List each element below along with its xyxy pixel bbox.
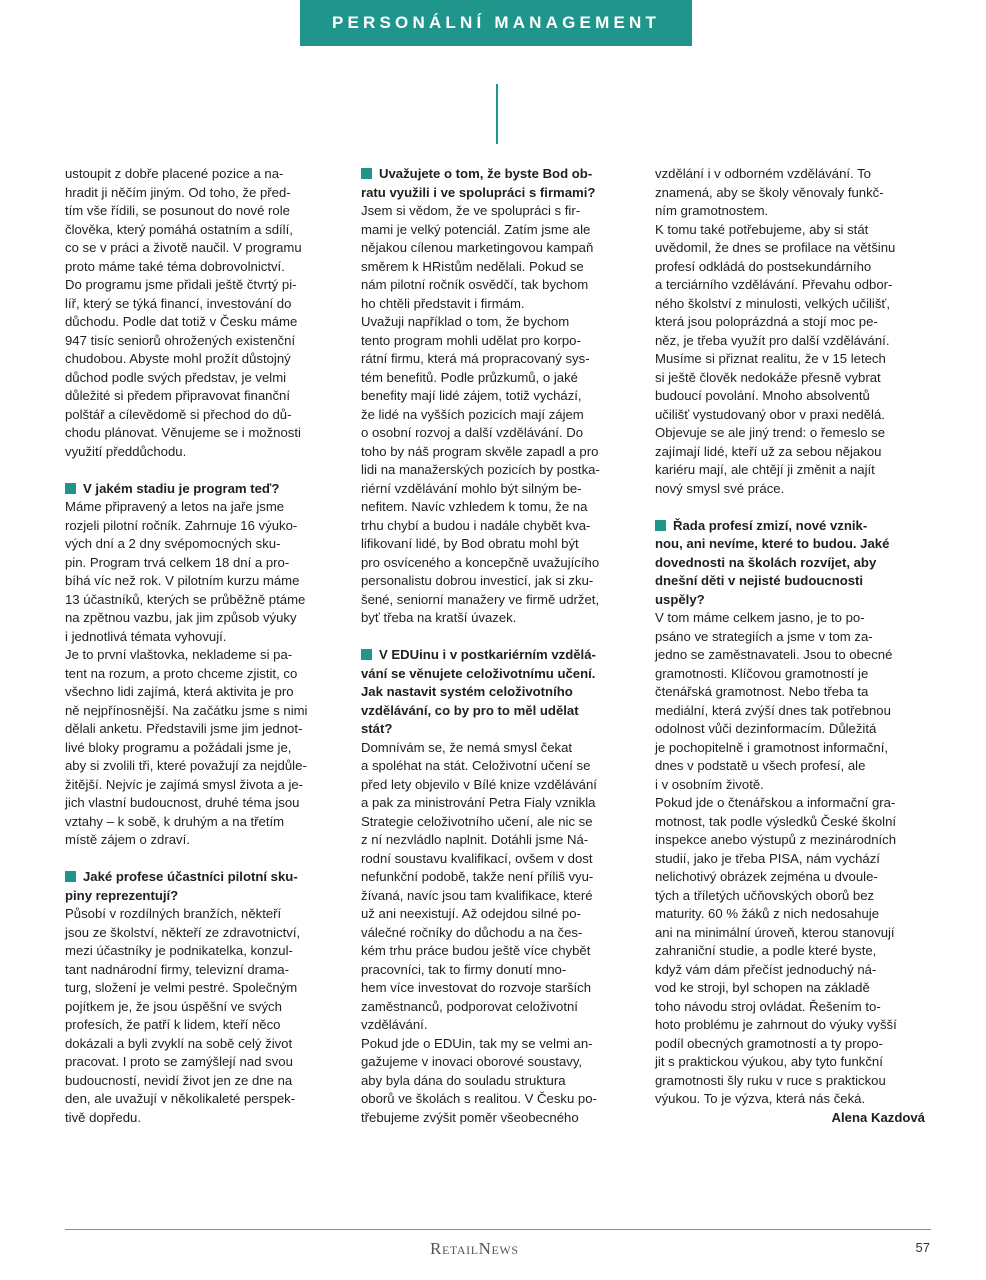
text-line: Domnívám se, že nemá smysl čekat — [361, 739, 573, 755]
text-line: byť třeba na kratší úvazek. — [361, 610, 517, 625]
text-line: ustoupit z dobře placené pozice a na- — [65, 166, 284, 181]
text-line: zahraniční studie, a podle které byste, — [655, 943, 877, 958]
section-title: PERSONÁLNÍ MANAGEMENT — [331, 13, 661, 32]
text-line: rodní soustavu kvalifikací, ovšem v dost — [361, 850, 593, 866]
text-line: 13 účastníků, kterých se průběžně ptáme — [65, 591, 306, 607]
text-line: ratu využili i ve spolupráci s firmami? — [361, 184, 596, 200]
text-line: vzdělávání, co by pro to měl udělat — [361, 702, 579, 718]
text-line: důchod podle svých představ, je velmi — [65, 369, 287, 385]
teal-square-icon — [655, 520, 666, 531]
text-line: když vám dám přečíst jednoduchý ná- — [655, 961, 877, 977]
text-line: Působí v rozdílných branžích, někteří — [65, 906, 282, 921]
text-line: která jsou poloprázdná a stojí moc pe- — [655, 314, 878, 329]
teal-square-icon — [65, 483, 76, 494]
text-line: a pak za ministrování Petra Fialy vznikla — [361, 795, 596, 810]
text-line: pojítkem je, že jsou úspěšní ve svých — [65, 998, 282, 1014]
text-line: nefunkční podobě, takže není příliš vyu- — [361, 869, 594, 884]
text-line: jich vlastní budoucnost, druhé téma jsou — [65, 795, 300, 810]
text-line: důchodu. Podle dat totiž v Česku máme — [65, 314, 298, 329]
paragraph — [655, 794, 925, 1109]
text-line: a terciárního vzdělávání. Převahu odbor- — [655, 277, 893, 292]
text-line: Uvažuji například o tom, že bychom — [361, 314, 570, 329]
text-line: V EDUinu i v postkariérním vzdělá- — [379, 647, 596, 662]
text-line: toho návodu stroj ovládat. Řešením to- — [655, 998, 881, 1014]
text-line: gramotnosti. Klíčovou gramotností je — [655, 665, 869, 681]
text-line: aby si zvolili tři, které považují za nejdůle- — [65, 758, 307, 773]
text-line: gažujeme v inovaci oborové soustavy, — [361, 1054, 583, 1069]
text-line: člověka, který pomáhá ostatním a sdílí, — [65, 221, 293, 237]
text-line: lidi na manažerských pozicích by postka- — [361, 462, 600, 477]
text-line: pro osvíceného a koncepčně uvažujícího — [361, 554, 600, 570]
question-heading — [361, 646, 631, 739]
text-line: aby byla dána do souladu struktura — [361, 1072, 566, 1088]
paragraph — [65, 905, 335, 1127]
question-heading — [65, 868, 335, 905]
paragraph — [655, 165, 925, 221]
column-1 — [65, 165, 335, 1127]
text-line: je pochopitelně i gramotnost informační, — [655, 739, 889, 755]
text-line: co se v práci a životě naučil. V programu — [65, 240, 302, 255]
text-line: oborů ve školách s realitou. V Česku po- — [361, 1091, 597, 1106]
text-line: nou, ani nevíme, které to budou. Jaké — [655, 536, 890, 551]
decorative-divider — [496, 84, 498, 144]
text-line: mami je velký potenciál. Zatím jsme ale — [361, 221, 591, 237]
text-line: studií, jako je třeba PISA, nám vychází — [655, 850, 880, 866]
text-line: stát? — [361, 721, 393, 736]
text-line: proto máme také téma dobrovolnictví. — [65, 258, 285, 274]
text-line: gramotnosti šly ruku v ruce s praktickou — [655, 1072, 886, 1088]
text-line: bíhá víc než rok. V pilotním kurzu máme — [65, 573, 300, 588]
text-line: nelichotivý obrázek zejména u dvoule- — [655, 869, 878, 884]
text-line: Pokud jde o čtenářskou a informační gra- — [655, 795, 896, 810]
text-line: kém trhu práce budou ještě více chybět — [361, 943, 591, 958]
text-line: Jaké profese účastníci pilotní sku- — [83, 869, 298, 884]
question-heading — [655, 517, 925, 610]
text-line: motnost, tak podle výsledků České školní — [655, 813, 897, 829]
text-line: kariéru mají, ale chtějí ji změnit a najít — [655, 462, 875, 477]
paragraph — [65, 498, 335, 646]
text-line: dovednosti na školách rozvíjet, aby — [655, 554, 877, 570]
text-line: jsou ze školství, někteří ze zdravotnictví, — [65, 924, 301, 940]
text-line: K tomu také potřebujeme, aby si stát — [655, 221, 869, 237]
text-line: Řada profesí zmizí, nové vznik- — [673, 517, 868, 533]
text-line: den, ale uvažují v několikaleté perspek- — [65, 1091, 296, 1106]
text-line: hradit ji něčím jiným. Od toho, že před- — [65, 184, 291, 200]
magazine-logo: RetailNews — [430, 1239, 519, 1258]
question-heading — [65, 480, 335, 499]
text-line: i jednotlivá témata vyhovují. — [65, 628, 227, 644]
text-line: třebujeme zvýšit poměr všeobecného — [361, 1109, 579, 1125]
text-line: využití předdůchodu. — [65, 443, 187, 459]
text-line: a spoléhat na stát. Celoživotní učení se — [361, 758, 591, 773]
text-line: rozjeli pilotní ročník. Zahrnuje 16 výuko- — [65, 517, 298, 533]
text-line: jedno se zaměstnavateli. Jsou to obecné — [655, 647, 893, 662]
text-line: odolnost vůči dezinformacím. Důležitá — [655, 721, 877, 736]
text-line: turg, složení je velmi pestré. Společným — [65, 980, 298, 995]
teal-square-icon — [361, 649, 372, 660]
text-line: profesích, že patří k lidem, kteří něco — [65, 1017, 281, 1032]
text-line: budoucí povolání. Mnoho absolventů — [655, 388, 870, 403]
text-line: i v osobním životě. — [655, 776, 764, 792]
text-line: ně nejpřínosnější. Na začátku jsme s nimi — [65, 702, 308, 718]
text-line: rátní firmu, která má propracovaný sys- — [361, 351, 590, 366]
text-line: Uvažujete o tom, že byste Bod ob- — [379, 166, 593, 181]
text-line: vzdělání i v odborném vzdělávání. To — [655, 166, 871, 181]
text-line: čtenářská gramotnost. Nebo třeba ta — [655, 684, 869, 699]
text-line: podíl obecných gramotností a ty propo- — [655, 1035, 883, 1051]
section-header — [300, 0, 692, 46]
text-line: benefity mají lidé zájem, totiž vychází, — [361, 388, 582, 403]
author-name: Alena Kazdová — [831, 1109, 925, 1125]
text-line: tent na rozum, a proto chceme zjistit, co — [65, 665, 298, 681]
text-line: nefitem. Navíc vzhledem k tomu, že na — [361, 499, 588, 514]
text-line: hem více investovat do rozvoje starších — [361, 980, 592, 995]
text-line: chudobou. Abyste mohl prožít důstojný — [65, 351, 291, 366]
text-line: něz, je třeba využít pro další vzdělávání. — [655, 332, 890, 348]
text-line: všechno lidi zajímá, která aktivita je pro — [65, 684, 294, 699]
text-line: na zpětnou vazbu, jak jim způsob výuky — [65, 610, 297, 625]
text-line: žívaná, navíc jsou tam kvalifikace, které — [361, 887, 593, 903]
column-2 — [361, 165, 631, 1127]
text-line: šené, seniorní manažery ve firmě udržet, — [361, 591, 600, 607]
text-line: uspěly? — [655, 591, 705, 607]
text-line: tant nadnárodní firmy, televizní drama- — [65, 961, 289, 977]
text-line: výukou. To je výzva, která nás čeká. — [655, 1091, 866, 1106]
text-line: Pokud jde o EDUin, tak my se velmi an- — [361, 1035, 593, 1051]
text-line: psáno ve strategiích a jsme v tom za- — [655, 628, 873, 644]
text-line: vod ke stroji, byl schopen na základě — [655, 980, 870, 995]
text-line: už ani neexistují. Až odejdou silné po- — [361, 906, 581, 921]
text-line: chodu plánovat. Věnujeme se i možnosti — [65, 425, 301, 440]
text-line: tém benefitů. Podle průzkumů, o jaké — [361, 369, 578, 385]
question-heading — [361, 165, 631, 202]
text-line: ním gramotnostem. — [655, 203, 769, 218]
text-line: válečné ročníky do důchodu a na čes- — [361, 924, 583, 940]
text-line: Je to první vlaštovka, neklademe si pa- — [65, 647, 293, 662]
text-line: Jak nastavit systém celoživotního — [361, 684, 573, 699]
text-line: profesí odkládá do postsekundárního — [655, 258, 872, 274]
text-line: vých dní a 2 dny svépomocných sku- — [65, 536, 281, 551]
text-line: livé bloky programu a požádali jsme je, — [65, 739, 292, 755]
page-number: 57 — [915, 1240, 930, 1255]
text-line: důležité si předem připravovat finanční — [65, 388, 290, 403]
text-line: směrem k HRistům nedělali. Pokud se — [361, 258, 584, 274]
text-line: ho chtěli představit i firmám. — [361, 295, 525, 311]
text-line: z ní nezvládlo naplnit. Dotáhli jsme Ná- — [361, 832, 589, 847]
paragraph — [361, 313, 631, 628]
text-line: ného školství z minulosti, velkých učilišť, — [655, 295, 890, 311]
text-line: dnešní děti v nejisté budoucnosti — [655, 573, 864, 588]
text-line: žitější. Nejvíc je zajímá smysl života a je- — [65, 776, 304, 792]
text-line: líř, který se týká financí, investování do — [65, 295, 292, 311]
text-line: nějakou cílenou marketingovou kampaň — [361, 240, 594, 255]
text-line: budoucností, nevidí život jen ze dne na — [65, 1072, 293, 1088]
text-line: vání se věnujete celoživotnímu učení. — [361, 665, 596, 681]
footer-rule — [65, 1229, 931, 1230]
text-line: tivě dopředu. — [65, 1109, 141, 1125]
teal-square-icon — [65, 871, 76, 882]
text-line: pin. Program trvá celkem 18 dní a pro- — [65, 554, 290, 570]
text-line: nám pilotní ročník osvědčí, tak bychom — [361, 277, 589, 292]
text-line: mediální, která zvýší dnes tak potřebnou — [655, 702, 891, 718]
text-line: trhu chybí a budou i nadále chybět kva- — [361, 517, 591, 533]
text-line: piny reprezentují? — [65, 887, 179, 903]
text-line: toho by náš program skvěle zapadl a pro — [361, 443, 599, 459]
text-line: V jakém stadiu je program teď? — [83, 480, 280, 496]
text-line: Objevuje se ale jiný trend: o řemeslo se — [655, 425, 886, 440]
text-line: tento program mohli udělat pro korpo- — [361, 332, 581, 348]
text-line: lifikovaní lidé, by Bod obratu mohl být — [361, 536, 579, 551]
text-line: zaměstnanců, podporovat celoživotní — [361, 998, 578, 1014]
text-line: zajímají lidé, kteří už za sebou nějakou — [655, 443, 882, 459]
text-line: vzdělávání. — [361, 1017, 428, 1032]
text-line: Do programu jsme přidali ještě čtvrtý pi- — [65, 277, 297, 292]
text-line: riérní vzdělávání mohlo být silným be- — [361, 480, 582, 496]
text-line: místě zájem o zdraví. — [65, 832, 190, 847]
text-line: jit s praktickou výukou, aby tyto funkční — [655, 1054, 883, 1069]
text-line: učilišť vystudovaný obor v praxi nedělá. — [655, 406, 885, 422]
paragraph — [655, 609, 925, 794]
text-line: Strategie celoživotního učení, ale nic se — [361, 813, 593, 829]
text-line: vztahy – k sobě, k druhým a na třetím — [65, 813, 285, 829]
column-3 — [655, 165, 925, 1127]
paragraph — [361, 739, 631, 1035]
teal-square-icon — [361, 168, 372, 179]
text-line: hoto problému je zahrnout do výuky vyšší — [655, 1017, 897, 1032]
paragraph — [361, 202, 631, 313]
text-line: inspekce anebo výstupů z mezinárodních — [655, 832, 897, 847]
paragraph — [655, 221, 925, 499]
paragraph — [65, 646, 335, 850]
text-line: tím vše řídili, se posunout do nové role — [65, 203, 290, 218]
text-line: si ještě člověk nedokáže přesně vybrat — [655, 369, 881, 385]
text-line: nový smysl své práce. — [655, 480, 785, 496]
text-line: pracovníci, tak to firmy donutí mno- — [361, 961, 567, 977]
text-line: o osobní rozvoj a další vzdělávání. Do — [361, 425, 584, 440]
text-line: uvědomil, že dnes se profilace na většinu — [655, 240, 896, 255]
text-line: Musíme si přiznat realitu, že v 15 letech — [655, 351, 886, 366]
text-line: V tom máme celkem jasno, je to po- — [655, 610, 865, 625]
text-line: polštář a cílevědomě si přechod do dů- — [65, 406, 292, 422]
text-line: znamená, aby se školy věnovaly funkč- — [655, 184, 884, 200]
text-line: Máme připravený a letos na jaře jsme — [65, 499, 285, 514]
text-line: maturity. 60 % žáků z nich nedosahuje — [655, 906, 879, 921]
text-line: že lidé na vyšších pozicích mají zájem — [361, 406, 584, 422]
text-line: dokázali a byli zvyklí na sobě celý život — [65, 1035, 293, 1051]
text-line: dělali anketu. Představili jsme jim jednot- — [65, 721, 303, 736]
text-line: tých a tříletých učňovských oborů bez — [655, 887, 875, 903]
text-line: pracovat. I proto se zamýšlejí nad svou — [65, 1054, 293, 1069]
text-line: 947 tisíc seniorů ohrožených existenční — [65, 332, 296, 348]
paragraph — [361, 1035, 631, 1128]
text-line: Jsem si vědom, že ve spolupráci s fir- — [361, 203, 581, 218]
text-line: ani na minimální úroveň, kterou stanovují — [655, 924, 895, 940]
text-line: dnes v podstatě u všech profesí, ale — [655, 758, 866, 773]
paragraph — [65, 165, 335, 461]
text-line: mezi účastníky je podnikatelka, konzul- — [65, 943, 293, 958]
text-line: před lety objevilo v Bílé knize vzdělávání — [361, 776, 597, 792]
text-line: personalistu dobrou investicí, jak si zku- — [361, 573, 594, 588]
